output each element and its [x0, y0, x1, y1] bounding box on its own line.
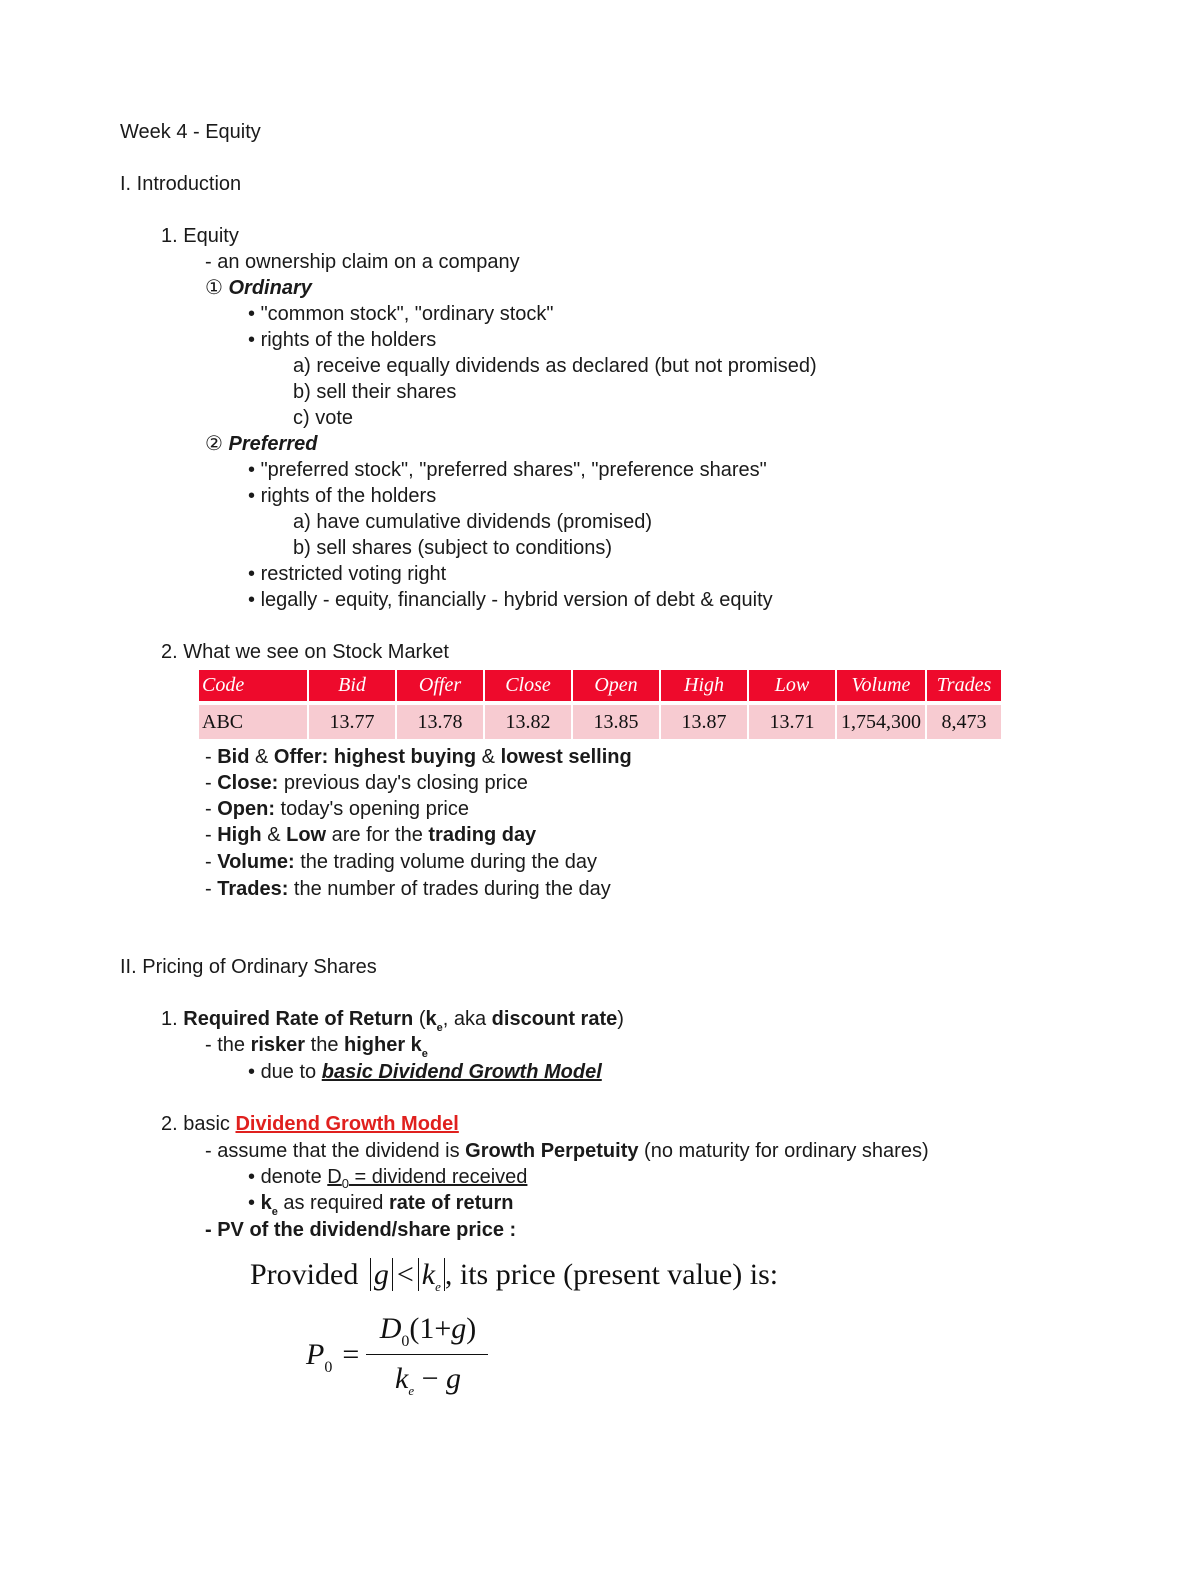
- header-volume: Volume: [836, 670, 926, 703]
- section-heading-introduction: I. Introduction: [120, 173, 242, 195]
- ordinary-rights: • rights of the holders: [248, 329, 437, 351]
- note-open: - Open: today's opening price: [205, 798, 469, 820]
- item-stock-market: 2. What we see on Stock Market: [161, 641, 449, 663]
- preferred-right-b: b) sell shares (subject to conditions): [293, 537, 613, 559]
- ordinary-heading: [205, 276, 312, 300]
- note-close: - Close: previous day's closing price: [205, 772, 528, 794]
- formula-condition: Provided $g < k_e$ , its price (present value) is:: [250, 1258, 779, 1294]
- header-bid: Bid: [308, 670, 396, 703]
- cell-offer: 13.78: [396, 703, 484, 739]
- pv-share-price: - PV of the dividend/share price :: [205, 1219, 517, 1241]
- formula-price: [306, 1312, 506, 1412]
- preferred-legal: • legally - equity, financially - hybrid version of debt & equity: [248, 589, 773, 611]
- formula-fraction-bar: [366, 1354, 488, 1355]
- note-volume: - Volume: the trading volume during the day: [205, 851, 598, 873]
- section-heading-pricing: II. Pricing of Ordinary Shares: [120, 956, 377, 978]
- formula-denominator: $k_e - g$: [394, 1362, 462, 1398]
- preferred-voting: • restricted voting right: [248, 563, 447, 585]
- preferred-names: • "preferred stock", "preferred shares", "preference shares": [248, 459, 767, 481]
- header-code: Code: [199, 670, 308, 703]
- risker-higher: - the risker the higher $k_e$: [205, 1034, 428, 1060]
- denote-d0: • denote $D_0$ = dividend received: [248, 1166, 528, 1191]
- item-equity: 1. Equity: [161, 225, 239, 247]
- ordinary-names: • "common stock", "ordinary stock": [248, 303, 554, 325]
- ke-required-return: • $k_e$ as required rate of return: [248, 1192, 514, 1218]
- ordinary-label: Ordinary: [228, 277, 312, 299]
- formula-lhs: $P_0$ =: [306, 1338, 360, 1376]
- cell-low: 13.71: [748, 703, 836, 739]
- header-open: Open: [572, 670, 660, 703]
- preferred-rights: • rights of the holders: [248, 485, 437, 507]
- ordinary-marker: ①: [205, 277, 223, 299]
- table-row: [199, 703, 1001, 739]
- preferred-marker: ②: [205, 433, 223, 455]
- note-high-low: - High & Low are for the trading day: [205, 824, 537, 846]
- header-trades: Trades: [926, 670, 1001, 703]
- note-trades: - Trades: the number of trades during the day: [205, 878, 611, 900]
- page-title: Week 4 - Equity: [120, 121, 261, 143]
- cell-bid: 13.77: [308, 703, 396, 739]
- table-header-row: [199, 670, 1001, 703]
- header-close: Close: [484, 670, 572, 703]
- header-offer: Offer: [396, 670, 484, 703]
- preferred-right-a: a) have cumulative dividends (promised): [293, 511, 653, 533]
- due-to-model: • due to basic Dividend Growth Model: [248, 1061, 602, 1083]
- cell-trades: 8,473: [926, 703, 1001, 739]
- cell-high: 13.87: [660, 703, 748, 739]
- ordinary-right-a: a) receive equally dividends as declared (but not promised): [293, 355, 817, 377]
- stock-market-table: [199, 670, 1001, 739]
- ordinary-right-c: c) vote: [293, 407, 354, 429]
- header-low: Low: [748, 670, 836, 703]
- assume-perpetuity: - assume that the dividend is Growth Perpetuity (no maturity for ordinary shares): [205, 1140, 929, 1162]
- formula-numerator: $D_0(1+g)$: [379, 1312, 477, 1350]
- cell-close: 13.82: [484, 703, 572, 739]
- header-high: High: [660, 670, 748, 703]
- preferred-label: Preferred: [228, 433, 318, 455]
- item-required-return: 1. Required Rate of Return ($k_e$, aka discount rate): [161, 1008, 624, 1034]
- cell-open: 13.85: [572, 703, 660, 739]
- preferred-heading: [205, 432, 317, 456]
- note-bid-offer: - Bid & Offer: highest buying & lowest selling: [205, 746, 632, 768]
- ordinary-right-b: b) sell their shares: [293, 381, 457, 403]
- item-dividend-growth-model: 2. basic Dividend Growth Model: [161, 1113, 459, 1135]
- cell-volume: 1,754,300: [836, 703, 926, 739]
- cell-code: ABC: [199, 703, 308, 739]
- equity-definition: - an ownership claim on a company: [205, 251, 520, 273]
